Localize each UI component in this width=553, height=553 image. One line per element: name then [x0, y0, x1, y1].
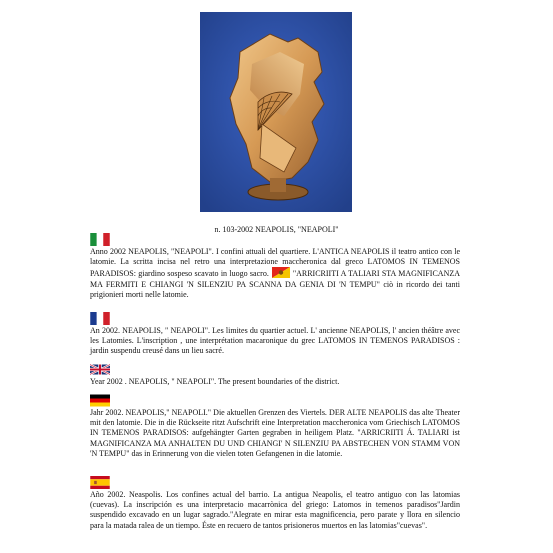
- spanish-text: Año 2002. Neaspolis. Los confines actual del barrio. La antigua Neapolis, el teatro antiguo con las latomias (cuevas). La inscripción es una interpretacio macarrònica del griego: Latomos in temenos paradisos"Jardin suspendido excavado en un lugar sagrado."Alegrate en mirar esta magnificencia, pero parate y llora en silencio para la matada ralea de un tiempo. Éste en recuero de tantos prisioneros muertos en las latomias"cuevas".: [90, 490, 460, 530]
- section-english: [90, 363, 460, 387]
- section-spanish: [90, 476, 460, 531]
- france-flag-icon: [90, 312, 110, 325]
- artwork-caption: n. 103-2002 NEAPOLIS, "NEAPOLI": [214, 225, 339, 234]
- italy-flag-icon: [90, 233, 110, 246]
- artwork-photo: [200, 12, 352, 212]
- section-german: [90, 394, 460, 459]
- uk-flag-icon: [90, 363, 110, 376]
- french-text: An 2002. NEAPOLIS, " NEAPOLI". Les limites du quartier actuel. L' ancienne NEAPOLIS, l' ancien théâtre avec les Latomies. L'inscription , une interprétation macaronique du grec LATOMOS IN TEMENOS PARADISOS : jardin suspendu creusé dans un lieu sacré.: [90, 326, 460, 356]
- germany-flag-icon: [90, 394, 110, 407]
- italian-text: Anno 2002 NEAPOLIS, "NEAPOLI". I confini attuali del quartiere. L'ANTICA NEAPOLIS il teatro antico con le latomie. La scritta incisa nel retro una interpretazione maccheronica dal greco LATOMOS IN TEMENOS PARADISOS: giardino sospeso scavato in luogo sacro. "ARRICRIITI A TALIARI STA MAGNIFICANZA MA FERMITI E CHIANGI 'N SILENZIU PA SCANNA DA GENIA DI 'N TEMPU" ciò in ricordo dei tanti prigionieri morti nelle latomie.: [90, 247, 461, 299]
- artwork-image: [200, 12, 352, 212]
- spain-flag-icon: [90, 476, 110, 489]
- german-text: Jahr 2002. NEAPOLIS," NEAPOLI." Die aktuellen Grenzen des Viertels. DER ALTE NEAPOLIS das alte Theater mit den latomie. Die in die Rückseite ritzt Aufschrift eine Interpretation maccheronica vom Griechisch LATOMOS IN TEMENOS PARADISOS: aufgehängter Garten gegraben in heiligem Platz. "ARRICRIITI Á. TALIARI ist MAGNIFICANZA MA ANHALTEN DU UND CHIANGI' N SILENZIU PA ABSTECHEN VON STAMM VON 'N TEMPU" das in Erinnerung von die vielen toten Gefangenen in die latomie.: [90, 408, 460, 458]
- section-french: [90, 312, 460, 357]
- english-text: Year 2002 . NEAPOLIS, " NEAPOLI". The present boundaries of the district.: [90, 377, 340, 386]
- section-italian: [90, 233, 460, 300]
- sicily-flag-icon: [272, 267, 290, 278]
